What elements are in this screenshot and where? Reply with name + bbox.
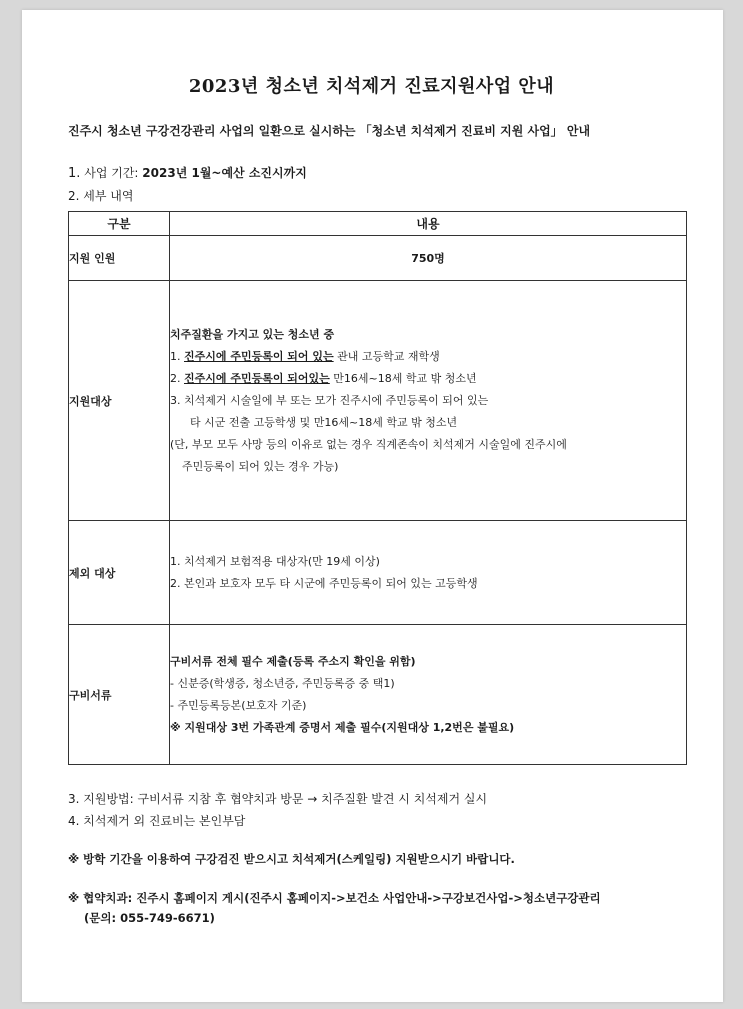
partner-clinic-notice: ※ 협약치과: 진주시 홈페이지 게시(진주시 홈페이지->보건소 사업안내->구강보건사업->청소년구강관리 <box>68 891 601 905</box>
row-label-count: 지원 인원 <box>69 236 170 281</box>
period-value: 2023년 1월~예산 소진시까지 <box>142 166 307 180</box>
exclusion-item-1: 1. 치석제거 보험적용 대상자(만 19세 이상) <box>170 554 380 568</box>
item-underlined: 진주시에 주민등록이 되어있는 <box>184 371 330 385</box>
details-table <box>68 211 687 765</box>
support-method: 3. 지원방법: 구비서류 지참 후 협약치과 방문 → 치주질환 발견 시 치석제거 실시 <box>68 792 488 806</box>
table-row <box>69 236 687 281</box>
vacation-notice: ※ 방학 기간을 이용하여 구강검진 받으시고 치석제거(스케일링) 지원받으시기 바랍니다. <box>68 852 515 866</box>
target-item-3a: 3. 치석제거 시술일에 부 또는 모가 진주시에 주민등록이 되어 있는 <box>170 393 489 407</box>
row-content-documents <box>170 625 687 765</box>
header-content: 내용 <box>170 212 687 236</box>
item-rest: 관내 고등학교 재학생 <box>333 349 440 363</box>
documents-item-2: - 주민등록등본(보호자 기준) <box>170 698 307 712</box>
self-pay-note: 4. 치석제거 외 진료비는 본인부담 <box>68 814 246 828</box>
item-number: 2. <box>170 371 184 385</box>
item-number: 1. <box>170 349 184 363</box>
target-heading: 치주질환을 가지고 있는 청소년 중 <box>170 327 335 341</box>
header-category: 구분 <box>69 212 170 236</box>
documents-item-1: - 신분증(학생증, 청소년증, 주민등록증 중 택1) <box>170 676 395 690</box>
item-rest: 만16세~18세 학교 밖 청소년 <box>329 371 477 385</box>
details-heading: 2. 세부 내역 <box>68 189 134 203</box>
project-period <box>68 164 307 181</box>
target-item-3b: 타 시군 전출 고등학생 및 만16세~18세 학교 밖 청소년 <box>190 415 458 429</box>
table-header-row <box>69 212 687 236</box>
item-underlined: 진주시에 주민등록이 되어 있는 <box>184 349 334 363</box>
row-label-target: 지원대상 <box>69 281 170 521</box>
row-value-count: 750명 <box>170 236 687 281</box>
table-row <box>69 625 687 765</box>
row-label-documents: 구비서류 <box>69 625 170 765</box>
documents-item-3: ※ 지원대상 3번 가족관계 증명서 제출 필수(지원대상 1,2번은 불필요) <box>170 720 515 734</box>
target-item-1 <box>170 346 686 368</box>
documents-heading: 구비서류 전체 필수 제출(등록 주소지 확인을 위함) <box>170 654 416 668</box>
target-item-2 <box>170 368 686 390</box>
exclusion-item-2: 2. 본인과 보호자 모두 타 시군에 주민등록이 되어 있는 고등학생 <box>170 576 478 590</box>
target-note-b: 주민등록이 되어 있는 경우 가능) <box>182 459 339 473</box>
table-row <box>69 281 687 521</box>
target-note-a: (단, 부모 모두 사망 등의 이유로 없는 경우 직계존속이 치석제거 시술일에 진주시에 <box>170 437 567 451</box>
row-content-target <box>170 281 687 521</box>
contact-info: (문의: 055-749-6671) <box>84 911 215 925</box>
row-content-exclusion <box>170 521 687 625</box>
table-row <box>69 521 687 625</box>
page-title: 2023년 청소년 치석제거 진료지원사업 안내 <box>188 76 555 97</box>
row-label-exclusion: 제외 대상 <box>69 521 170 625</box>
period-number: 1. <box>68 166 81 181</box>
period-label: 사업 기간: <box>84 166 139 180</box>
intro-text: 진주시 청소년 구강건강관리 사업의 일환으로 실시하는 「청소년 치석제거 진료비 지원 사업」 안내 <box>68 124 591 138</box>
